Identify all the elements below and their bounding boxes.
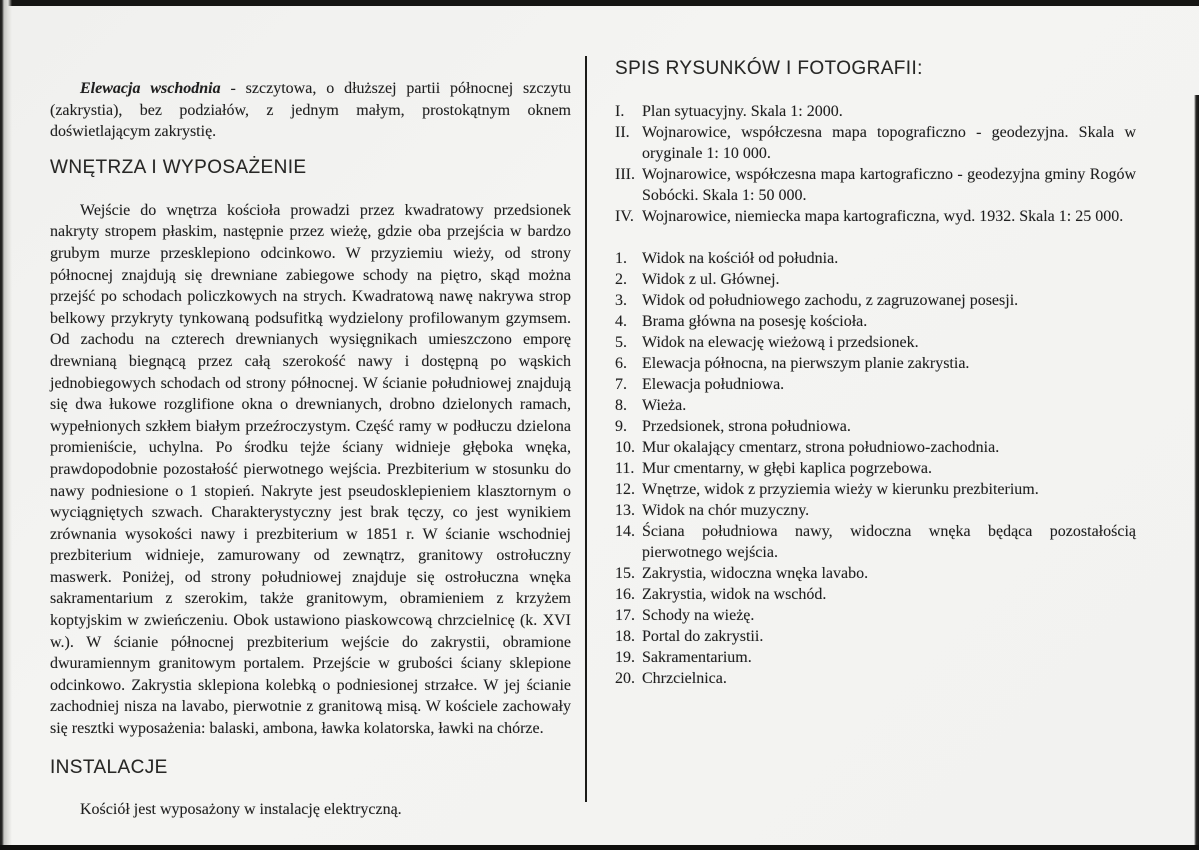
interiors-paragraph: Wejście do wnętrza kościoła prowadzi przez kwadratowy przedsionek nakryty stropem płaskim, następnie przez wieżę, gdzie oba przejścia w bardzo grubym murze przesklepiono odcinkowo. W przyziemiu wieży, od strony północnej znajdują się drewniane zabiegowe schody na piętro, skąd można przejść po schodach policzkowych na strych. Kwadratową nawę nakrywa strop belkowy przykryty tynkowaną podsufitką wydzielony profilowanym gzymsem. Od zachodu na czterech drewnianych wysięgnikach umieszczono emporę drewnianą biegnącą przez całą szerokość nawy i dostępną po wąskich jednobiegowych schodach od strony północnej. W ścianie południowej znajdują się dwa łukowe rozglifione okna o drewnianych, drobno dzielonych ramach, wypełnionych szkłem białym przeźroczystym. Część ramy w podłuczu dzielona promieniście, uchylna. Po środku tejże ściany widnieje głęboka wnęka, prawdopodobnie pozostałość pierwotnego wejścia. Prezbiterium w stosunku do nawy podniesione o 1 stopień. Nakryte jest pseudosklepieniem klasztornym o wyciągniętych szwach. Charakterystyczny jest brak tęczy, co jest wynikiem zrównania wysokości nawy i prezbiterium w 1851 r. W ścianie wschodniej prezbiterium widnieje, zamurowany od zewnątrz, granitowy ostrołuczny maswerk. Poniżej, od strony południowej znajduje się ostrołuczna wnęka sakramentarium z szerokim, także granitowym, obramieniem z krzyżem koptyjskim w zwieńczeniu. Obok ustawiono piaskowcową chrzcielnicę (k. XVI w.). W ścianie północnej prezbiterium wejście do zakrystii, obramione dwuramiennym granitowym portalem. Przejście w grubości ściany sklepione odcinkowo. Zakrystia sklepiona kolebką o podniesionej strzałce. W jej ścianie zachodniej nisza na lavabo, pierwotnie z granitową misą. W kościele zachowały się resztki wyposażenia: balaski, ambona, ławka kolatorska, ławki na chórze. xyxy=(50,201,571,738)
roman-list-item-text: Wojnarowice, współczesna mapa topograficzno - geodezyjna. Skala w oryginale 1: 10 000. xyxy=(642,124,1136,162)
numbered-list-item-marker: 3. xyxy=(615,292,627,309)
roman-list-item-marker: IV. xyxy=(615,208,634,225)
numbered-list-item xyxy=(615,332,1136,353)
numbered-list-item-marker: 1. xyxy=(615,250,627,267)
numbered-list-item xyxy=(615,269,1136,290)
numbered-list-item-marker: 20. xyxy=(615,670,635,687)
numbered-list-item-text: Widok z ul. Głównej. xyxy=(642,271,780,288)
roman-list-item-marker: II. xyxy=(615,124,630,141)
numbered-list-item-marker: 11. xyxy=(615,460,635,477)
numbered-list-item-marker: 2. xyxy=(615,271,627,288)
lead-paragraph-emphasis: Elewacja wschodnia xyxy=(80,80,221,97)
numbered-list-item-text: Schody na wieżę. xyxy=(642,607,755,624)
installations-paragraph: Kościół jest wyposażony w instalację elektryczną. xyxy=(80,800,402,818)
numbered-list-item xyxy=(615,311,1136,332)
right-text-column xyxy=(615,58,1136,689)
numbered-list-item-text: Chrzcielnica. xyxy=(642,670,727,687)
numbered-list-item-marker: 6. xyxy=(615,355,627,372)
numbered-list-item-text: Ściana południowa nawy, widoczna wnęka będąca pozostałością pierwotnego wejścia. xyxy=(642,523,1136,561)
numbered-list-item-text: Mur okalający cmentarz, strona południowo-zachodnia. xyxy=(642,439,1000,456)
numbered-list-item-marker: 12. xyxy=(615,481,635,498)
numbered-list-item-text: Elewacja południowa. xyxy=(642,376,785,393)
scan-edge-top xyxy=(0,0,1199,6)
numbered-list-item-marker: 5. xyxy=(615,334,627,351)
numbered-list-item-text: Zakrystia, widoczna wnęka lavabo. xyxy=(642,565,869,582)
roman-list-item-marker: I. xyxy=(615,103,625,120)
numbered-list-item xyxy=(615,458,1136,479)
roman-list-item xyxy=(615,206,1136,227)
numbered-list-item-marker: 17. xyxy=(615,607,635,624)
numbered-list-item xyxy=(615,668,1136,689)
lead-paragraph-text: - szczytowa, o dłuższej partii północnej szczytu (zakrystia), bez podziałów, z jednym małym, prostokątnym oknem doświetlającym zakrystię. xyxy=(50,80,572,141)
numbered-list-item xyxy=(615,521,1136,563)
numbered-list-item xyxy=(615,353,1136,374)
heading-list-of-drawings: SPIS RYSUNKÓW I FOTOGRAFII: xyxy=(615,58,923,79)
numbered-list-item-text: Zakrystia, widok na wschód. xyxy=(642,586,827,603)
numbered-list-item-text: Brama główna na posesję kościoła. xyxy=(642,313,868,330)
numbered-list-item-marker: 19. xyxy=(615,649,635,666)
roman-list-item xyxy=(615,122,1136,164)
numbered-list-item-marker: 4. xyxy=(615,313,627,330)
column-divider-rule xyxy=(585,56,587,802)
numbered-list-item xyxy=(615,374,1136,395)
numbered-list-item-marker: 15. xyxy=(615,565,635,582)
roman-list-item-text: Plan sytuacyjny. Skala 1: 2000. xyxy=(642,103,843,120)
numbered-list-item-text: Portal do zakrystii. xyxy=(642,628,764,645)
roman-list-item-text: Wojnarowice, współczesna mapa kartograficzno - geodezyjna gminy Rogów Sobócki. Skala 1: 50 000. xyxy=(642,166,1136,204)
lead-paragraph xyxy=(50,78,571,143)
roman-list-item-text: Wojnarowice, niemiecka mapa kartograficzna, wyd. 1932. Skala 1: 25 000. xyxy=(642,208,1124,225)
numbered-list-item-marker: 13. xyxy=(615,502,635,519)
numbered-list-item xyxy=(615,437,1136,458)
numbered-list-item xyxy=(615,479,1136,500)
numbered-list-item-marker: 14. xyxy=(615,523,635,540)
numbered-photo-list xyxy=(615,248,1136,689)
heading-installations: INSTALACJE xyxy=(50,756,168,778)
numbered-list-item xyxy=(615,500,1136,521)
numbered-list-item xyxy=(615,584,1136,605)
numbered-list-item-marker: 10. xyxy=(615,439,635,456)
numbered-list-item-text: Wnętrze, widok z przyziemia wieży w kierunku prezbiterium. xyxy=(642,481,1039,498)
numbered-list-item xyxy=(615,290,1136,311)
numbered-list-item-marker: 8. xyxy=(615,397,627,414)
numbered-list-item-text: Widok na kościół od południa. xyxy=(642,250,839,267)
roman-numeral-list xyxy=(615,101,1136,227)
numbered-list-item-text: Widok od południowego zachodu, z zagruzowanej posesji. xyxy=(642,292,1019,309)
numbered-list-item-marker: 16. xyxy=(615,586,635,603)
numbered-list-item-text: Sakramentarium. xyxy=(642,649,752,666)
scan-edge-bottom xyxy=(0,845,1199,850)
heading-interiors: WNĘTRZA I WYPOSAŻENIE xyxy=(50,156,307,178)
numbered-list-item xyxy=(615,563,1136,584)
numbered-list-item-text: Przedsionek, strona południowa. xyxy=(642,418,851,435)
numbered-list-item xyxy=(615,395,1136,416)
left-text-column xyxy=(50,78,571,820)
roman-list-item xyxy=(615,164,1136,206)
numbered-list-item-marker: 9. xyxy=(615,418,627,435)
numbered-list-item xyxy=(615,248,1136,269)
numbered-list-item-marker: 18. xyxy=(615,628,635,645)
numbered-list-item-text: Widok na chór muzyczny. xyxy=(642,502,810,519)
roman-list-item-marker: III. xyxy=(615,166,635,183)
numbered-list-item-text: Mur cmentarny, w głębi kaplica pogrzebowa. xyxy=(642,460,932,477)
numbered-list-item xyxy=(615,605,1136,626)
scan-edge-right xyxy=(1194,95,1199,850)
numbered-list-item-text: Elewacja północna, na pierwszym planie zakrystia. xyxy=(642,355,970,372)
numbered-list-item xyxy=(615,647,1136,668)
roman-list-item xyxy=(615,101,1136,122)
scan-edge-left xyxy=(0,0,12,850)
numbered-list-item-text: Widok na elewację wieżową i przedsionek. xyxy=(642,334,919,351)
numbered-list-item xyxy=(615,416,1136,437)
numbered-list-item-marker: 7. xyxy=(615,376,627,393)
numbered-list-item xyxy=(615,626,1136,647)
numbered-list-item-text: Wieża. xyxy=(642,397,687,414)
